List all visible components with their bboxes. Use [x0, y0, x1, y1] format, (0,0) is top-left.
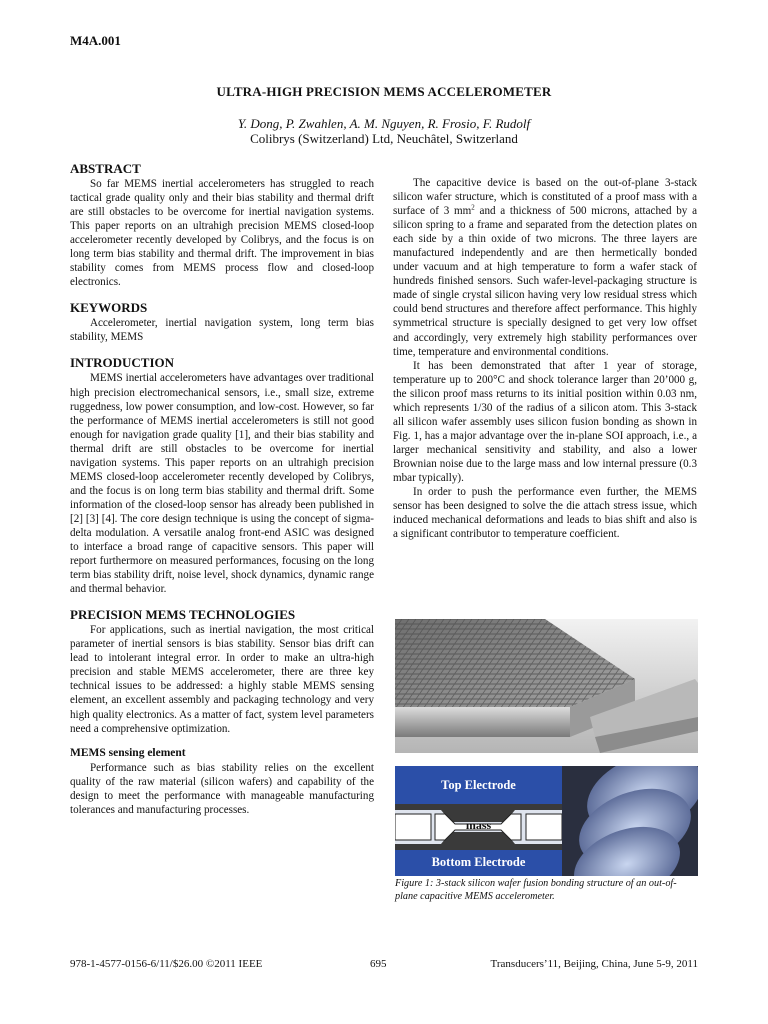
right-column — [393, 176, 697, 541]
precision-heading: PRECISION MEMS TECHNOLOGIES — [70, 607, 296, 623]
footer-isbn: 978-1-4577-0156-6/11/$26.00 ©2011 IEEE — [70, 958, 263, 970]
affiliation: Colibrys (Switzerland) Ltd, Neuchâtel, Switzerland — [250, 131, 518, 146]
top-electrode-label: Top Electrode — [441, 778, 516, 792]
right-paragraph-2: It has been demonstrated that after 1 year of storage, temperature up to 200°C and shock tolerance larger than 20’000 g, the silicon proof mass returns to its initial position within 0.03 nm, which represents 1/30 of the radius of a silicon atom. This 3-stack all silicon wafer assembly uses silicon fusion bonding as shown in Fig. 1, has a major advantage over the in-plane SOI approach, i.e., a larger mechanical sensitivity and stability, and also a lower Brownian noise due to the large mass and low internal pressure (0.3 mbar typically). — [393, 359, 697, 484]
right-paragraph-1 — [393, 176, 697, 359]
paper-id: M4A.001 — [70, 33, 121, 48]
figure-caption: Figure 1: 3-stack silicon wafer fusion bonding structure of an out-of-plane capacitive MEMS accelerometer. — [395, 878, 677, 902]
abstract-text: So far MEMS inertial accelerometers has struggled to reach tactical grade quality only and their bias stability and thermal drift are still obstacles to be overcome for inertial navigation systems. This paper reports on an ultrahigh precision MEMS closed-loop accelerometer recently developed by Colibrys, and the focus is on long term bias stability and thermal drift. The improvement in bias stability comes from MEMS process flow and closed-loop electronics. — [70, 178, 374, 289]
introduction-text: MEMS inertial accelerometers have advantages over traditional high precision electromechanical sensors, i.e., small size, extreme ruggedness, low power consumption, and low-cost. However, so far the performance of MEMS inertial accelerometers is still not good enough for navigation grade quality [1], and their bias stability and thermal drift are still obstacles to be overcome for inertial navigation systems. This paper reports on an ultrahigh precision MEMS closed-loop accelerometer recently developed by Colibrys, and the focus is on long term bias stability and thermal drift. Some information of the closed-loop sensor has already been published in [2] [3] [4]. The core design technique is using the concept of sigma-delta modulation. A versatile analog front-end ASIC was designed to interface a broad range of capacitive sensors. This paper will report furthermore on measured performances, focusing on the long term bias stability drift, noise level, shock dynamics, dynamic range and thermal behavior. — [70, 372, 374, 596]
sensing-heading: MEMS sensing element — [70, 746, 186, 759]
keywords-text: Accelerometer, inertial navigation system, long term bias stability, MEMS — [70, 317, 374, 344]
wafer-stack-diagram — [395, 766, 698, 876]
p1-part-b: and a thickness of 500 microns, attached by a silicon spring to a frame and separated from the detection plates on each side by a thin oxide of two microns. The three layers are manufactured independently and are then hermetically bonded under vacuum and at high temperature to form a wafer stack of hundreds finished sensors. Such wafer-level-packaging structure is made of single crystal silicon having very low residual stress which could bend structures and therefore affect performance. This highly symmetrical structure is specially designed to get very low offset and accordingly, very extremely high stability performances over time, temperature and environmental conditions. — [393, 205, 697, 358]
right-paragraph-3: In order to push the performance even further, the MEMS sensor has been designed to solve the die attach stress issue, which induced mechanical deformations and leads to bias shift and also is a significant contributor to temperature coefficient. — [393, 486, 697, 541]
keywords-heading: KEYWORDS — [70, 300, 148, 316]
author-list: Y. Dong, P. Zwahlen, A. M. Nguyen, R. Frosio, F. Rudolf — [237, 116, 531, 131]
paper-title: ULTRA-HIGH PRECISION MEMS ACCELEROMETER — [216, 84, 552, 99]
p1-part-a: The capacitive device is based on the out-of-plane 3-stack silicon wafer structure, which is constituted of a proof mass with a surface of 3 mm — [393, 177, 697, 218]
abstract-heading: ABSTRACT — [70, 161, 141, 176]
precision-text: For applications, such as inertial navigation, the most critical parameter of inertial sensors is bias stability. Sensor bias drift can lead to intolerant integral error. In order to make an ultra-high precision and stable MEMS accelerometer, there are three key technical issues to be addressed: a highly stable MEMS sensing element, an excellent assembly and packaging technology and very high quality electronics. As a matter of fact, system level parameters need a comprehensive optimization. — [70, 624, 374, 735]
bottom-electrode-label: Bottom Electrode — [431, 855, 526, 869]
footer-conference: Transducers’11, Beijing, China, June 5-9, 2011 — [490, 958, 698, 970]
introduction-heading: INTRODUCTION — [70, 355, 175, 371]
sensor-stack-photo — [395, 619, 698, 753]
p1-superscript: 2 — [471, 203, 475, 212]
mass-label: mass — [465, 818, 492, 832]
page-number: 695 — [370, 958, 387, 970]
left-column — [70, 160, 374, 817]
sensing-text: Performance such as bias stability relies on the excellent quality of the raw material (silicon wafers) and capability of the design to meet the performance with manageable manufacturing tolerances and manufacturing processes. — [70, 761, 374, 816]
